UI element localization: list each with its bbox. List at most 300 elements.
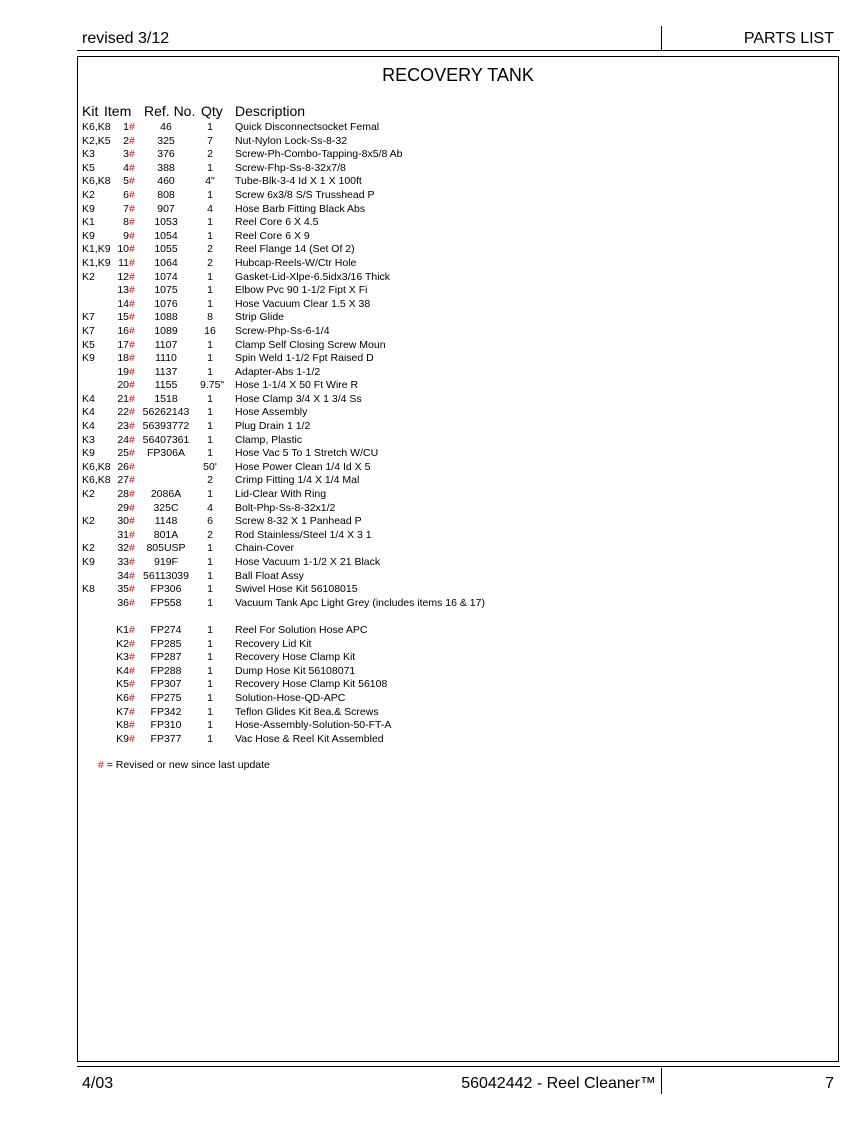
ref-cell: FP274 bbox=[150, 623, 182, 636]
desc-cell: Elbow Pvc 90 1-1/2 Fipt X Fi bbox=[235, 284, 368, 297]
desc-cell: Tube-Blk-3-4 Id X 1 X 100ft bbox=[235, 175, 362, 188]
desc-cell: Quick Disconnectsocket Femal bbox=[235, 121, 380, 133]
table-row bbox=[78, 339, 838, 353]
qty-cell: 1 bbox=[207, 365, 213, 378]
qty-cell: 1 bbox=[207, 664, 213, 677]
qty-cell: 1 bbox=[207, 161, 213, 174]
kit-cell: K5 bbox=[82, 161, 95, 174]
ref-cell: 1110 bbox=[155, 352, 177, 365]
desc-cell: Hose Vacuum Clear 1.5 X 38 bbox=[235, 297, 371, 310]
revised-mark: # bbox=[129, 134, 135, 147]
table-row bbox=[78, 135, 838, 149]
ref-cell: 56393772 bbox=[142, 420, 190, 433]
col-qty-header: Qty bbox=[201, 103, 223, 119]
revised-mark: # bbox=[129, 488, 135, 501]
ref-cell: 1518 bbox=[154, 392, 178, 405]
item-cell: 21 # bbox=[117, 392, 135, 405]
table-row bbox=[78, 434, 838, 448]
parts-list-frame bbox=[77, 56, 839, 1062]
desc-cell: Strip Glide bbox=[235, 311, 285, 324]
item-cell: K2 # bbox=[116, 637, 135, 650]
item-cell: 29 # bbox=[117, 501, 135, 514]
ref-cell: 388 bbox=[157, 161, 175, 174]
desc-cell: Reel For Solution Hose APC bbox=[235, 623, 368, 636]
kit-cell: K9 bbox=[82, 556, 95, 568]
table-row bbox=[78, 474, 838, 488]
item-cell: 20 # bbox=[117, 379, 135, 392]
table-row bbox=[78, 352, 838, 366]
header-divider bbox=[661, 26, 662, 50]
qty-cell: 16 bbox=[204, 324, 216, 337]
item-cell: K1 # bbox=[116, 623, 135, 636]
item-cell: 12 # bbox=[117, 270, 135, 283]
revised-mark: # bbox=[129, 175, 135, 188]
table-row bbox=[78, 556, 838, 570]
revised-mark: # bbox=[129, 460, 135, 473]
kit-cell: K8 bbox=[82, 583, 95, 596]
table-row bbox=[78, 461, 838, 475]
revised-mark: # bbox=[129, 392, 135, 405]
desc-cell: Swivel Hose Kit 56108015 bbox=[235, 583, 358, 596]
desc-cell: Dump Hose Kit 56108071 bbox=[235, 664, 356, 677]
table-row bbox=[78, 257, 838, 271]
revised-mark: # bbox=[129, 691, 135, 704]
revised-mark: # bbox=[129, 284, 135, 297]
item-cell: 2 # bbox=[123, 134, 135, 147]
qty-cell: 1 bbox=[207, 732, 213, 745]
qty-cell: 4" bbox=[205, 175, 215, 188]
revised-mark: # bbox=[129, 365, 135, 378]
revised-mark: # bbox=[129, 501, 135, 514]
item-cell: 26 # bbox=[117, 460, 135, 473]
parts-table bbox=[78, 121, 838, 746]
item-cell: K5 # bbox=[116, 678, 135, 691]
ref-cell: 1088 bbox=[154, 311, 178, 324]
ref-cell: FP310 bbox=[150, 719, 182, 732]
ref-cell: FP306A bbox=[147, 447, 185, 460]
table-row bbox=[78, 203, 838, 217]
table-row bbox=[78, 121, 838, 135]
table-row bbox=[78, 189, 838, 203]
revised-mark: # bbox=[129, 433, 135, 446]
ref-cell: 460 bbox=[157, 175, 175, 188]
item-cell: 27 # bbox=[117, 474, 135, 487]
ref-cell: 1089 bbox=[154, 324, 178, 337]
revised-mark: # bbox=[129, 270, 135, 283]
item-cell: K6 # bbox=[116, 691, 135, 704]
ref-cell: 1074 bbox=[154, 270, 178, 283]
item-cell: 36 # bbox=[117, 596, 135, 609]
qty-cell: 2 bbox=[207, 243, 213, 256]
kit-cell: K9 bbox=[82, 229, 95, 242]
item-cell: 30 # bbox=[117, 515, 135, 528]
qty-cell: 1 bbox=[207, 284, 213, 297]
desc-cell: Lid-Clear With Ring bbox=[235, 488, 327, 501]
revised-mark: # bbox=[129, 188, 135, 201]
desc-cell: Hose-Assembly-Solution-50-FT-A bbox=[235, 719, 392, 732]
item-cell: 5 # bbox=[123, 175, 135, 188]
col-kit-header: Kit bbox=[82, 103, 99, 119]
qty-cell: 1 bbox=[207, 216, 213, 229]
item-cell: 17 # bbox=[117, 338, 135, 351]
table-row bbox=[78, 583, 838, 597]
ref-cell: FP377 bbox=[150, 732, 182, 745]
qty-cell: 50' bbox=[203, 460, 217, 473]
qty-cell: 1 bbox=[207, 556, 213, 568]
kit-cell: K2 bbox=[82, 188, 95, 201]
qty-cell: 1 bbox=[207, 596, 213, 609]
revised-mark: # bbox=[129, 406, 135, 419]
revised-mark: # bbox=[129, 216, 135, 229]
ref-cell: 919F bbox=[154, 556, 178, 568]
item-cell: K9 # bbox=[116, 732, 135, 745]
revised-mark: # bbox=[129, 556, 135, 568]
qty-cell: 1 bbox=[207, 406, 213, 419]
qty-cell: 1 bbox=[207, 121, 213, 133]
item-cell: 22 # bbox=[117, 406, 135, 419]
ref-cell: FP287 bbox=[150, 651, 182, 664]
desc-cell: Hose Clamp 3/4 X 1 3/4 Ss bbox=[235, 392, 362, 405]
desc-cell: Clamp, Plastic bbox=[235, 433, 303, 446]
kit-cell: K5 bbox=[82, 338, 95, 351]
ref-cell: FP307 bbox=[150, 678, 182, 691]
kit-cell: K2 bbox=[82, 542, 95, 555]
item-cell: K7 # bbox=[116, 705, 135, 718]
qty-cell: 1 bbox=[207, 297, 213, 310]
qty-cell: 1 bbox=[207, 352, 213, 365]
revised-mark: # bbox=[129, 623, 135, 636]
qty-cell: 9.75" bbox=[200, 379, 225, 392]
ref-cell: 1148 bbox=[154, 515, 178, 528]
item-cell: 33 # bbox=[117, 556, 135, 568]
kit-row bbox=[78, 651, 838, 665]
qty-cell: 1 bbox=[207, 338, 213, 351]
legend-symbol: # bbox=[98, 759, 104, 771]
revised-mark: # bbox=[129, 583, 135, 596]
desc-cell: Gasket-Lid-Xlpe-6.5idx3/16 Thick bbox=[235, 270, 391, 283]
kit-cell: K2 bbox=[82, 515, 95, 528]
table-row bbox=[78, 447, 838, 461]
page-title: RECOVERY TANK bbox=[382, 65, 534, 85]
desc-cell: Screw-Php-Ss-6-1/4 bbox=[235, 324, 330, 337]
qty-cell: 7 bbox=[207, 134, 213, 147]
ref-cell: FP306 bbox=[150, 583, 182, 596]
header-rule bbox=[77, 50, 840, 51]
qty-cell: 1 bbox=[207, 691, 213, 704]
item-cell: 14 # bbox=[117, 297, 135, 310]
table-row bbox=[78, 162, 838, 176]
qty-cell: 1 bbox=[207, 569, 213, 582]
col-ref-header: Ref. No. bbox=[144, 103, 196, 119]
table-row bbox=[78, 379, 838, 393]
revised-mark: # bbox=[129, 297, 135, 310]
item-cell: 19 # bbox=[117, 365, 135, 378]
ref-cell: 805USP bbox=[146, 542, 186, 555]
revised-mark: # bbox=[129, 161, 135, 174]
ref-cell: 1155 bbox=[154, 379, 178, 392]
desc-cell: Clamp Self Closing Screw Moun bbox=[235, 338, 386, 351]
table-row bbox=[78, 271, 838, 285]
kit-row bbox=[78, 638, 838, 652]
item-cell: 3 # bbox=[123, 148, 135, 161]
revised-mark: # bbox=[129, 569, 135, 582]
kit-cell: K3 bbox=[82, 433, 95, 446]
desc-cell: Hose Vacuum 1-1/2 X 21 Black bbox=[235, 556, 381, 568]
revised-mark: # bbox=[129, 732, 135, 745]
desc-cell: Spin Weld 1-1/2 Fpt Raised D bbox=[235, 352, 374, 365]
footer-rule bbox=[77, 1066, 840, 1067]
kit-row bbox=[78, 665, 838, 679]
desc-cell: Hose 1-1/4 X 50 Ft Wire R bbox=[235, 379, 359, 392]
page-number: 7 bbox=[825, 1075, 834, 1092]
legend bbox=[98, 759, 270, 771]
ref-cell: FP558 bbox=[150, 596, 182, 609]
revised-mark: # bbox=[129, 596, 135, 609]
qty-cell: 1 bbox=[207, 637, 213, 650]
item-cell: 24 # bbox=[117, 433, 135, 446]
table-row bbox=[78, 148, 838, 162]
table-row bbox=[78, 311, 838, 325]
item-cell: 7 # bbox=[123, 202, 135, 215]
desc-cell: Hose Power Clean 1/4 Id X 5 bbox=[235, 460, 371, 473]
revised-mark: # bbox=[129, 379, 135, 392]
kit-row bbox=[78, 678, 838, 692]
ref-cell: 2086A bbox=[150, 488, 182, 501]
revised-mark: # bbox=[129, 651, 135, 664]
qty-cell: 4 bbox=[207, 501, 213, 514]
qty-cell: 1 bbox=[207, 623, 213, 636]
ref-cell: 56262143 bbox=[142, 406, 190, 419]
table-row bbox=[78, 420, 838, 434]
ref-cell: FP288 bbox=[150, 664, 182, 677]
revised-mark: # bbox=[129, 243, 135, 256]
legend-text: = Revised or new since last update bbox=[103, 759, 270, 771]
qty-cell: 1 bbox=[207, 719, 213, 732]
table-row bbox=[78, 393, 838, 407]
revised-mark: # bbox=[129, 324, 135, 337]
kit-cell: K4 bbox=[82, 406, 95, 419]
revised-mark: # bbox=[129, 705, 135, 718]
revised-mark: # bbox=[129, 678, 135, 691]
desc-cell: Hose Barb Fitting Black Abs bbox=[235, 202, 366, 215]
section-gap bbox=[78, 610, 838, 624]
revised-mark: # bbox=[129, 637, 135, 650]
desc-cell: Hose Vac 5 To 1 Stretch W/CU bbox=[235, 447, 379, 460]
qty-cell: 1 bbox=[207, 488, 213, 501]
table-row bbox=[78, 230, 838, 244]
col-item-header: Item bbox=[104, 103, 132, 119]
item-cell: K3 # bbox=[116, 651, 135, 664]
item-cell: 32 # bbox=[117, 542, 135, 555]
item-cell: 35 # bbox=[117, 583, 135, 596]
ref-cell: FP285 bbox=[150, 637, 182, 650]
revised-mark: # bbox=[129, 420, 135, 433]
desc-cell: Vac Hose & Reel Kit Assembled bbox=[235, 732, 384, 745]
desc-cell: Solution-Hose-QD-APC bbox=[235, 691, 346, 704]
footer-divider bbox=[661, 1068, 662, 1094]
revised-mark: # bbox=[129, 542, 135, 555]
desc-cell: Screw-Ph-Combo-Tapping-8x5/8 Ab bbox=[235, 148, 403, 161]
ref-cell: 907 bbox=[157, 202, 175, 215]
ref-cell: 46 bbox=[160, 121, 172, 133]
table-row bbox=[78, 175, 838, 189]
desc-cell: Rod Stainless/Steel 1/4 X 3 1 bbox=[235, 528, 372, 541]
item-cell: 6 # bbox=[123, 188, 135, 201]
kit-row bbox=[78, 706, 838, 720]
item-cell: 28 # bbox=[117, 488, 135, 501]
qty-cell: 1 bbox=[207, 678, 213, 691]
desc-cell: Screw 6x3/8 S/S Trusshead P bbox=[235, 188, 375, 201]
kit-row bbox=[78, 719, 838, 733]
ref-cell: 808 bbox=[157, 188, 175, 201]
desc-cell: Recovery Hose Clamp Kit bbox=[235, 651, 356, 664]
kit-cell: K6,K8 bbox=[82, 460, 111, 473]
ref-cell: 56113039 bbox=[143, 569, 189, 582]
ref-cell: 1075 bbox=[154, 284, 178, 297]
desc-cell: Hubcap-Reels-W/Ctr Hole bbox=[235, 256, 357, 269]
qty-cell: 2 bbox=[207, 528, 213, 541]
qty-cell: 2 bbox=[207, 474, 213, 487]
item-cell: 25 # bbox=[117, 447, 135, 460]
ref-cell: FP342 bbox=[150, 705, 182, 718]
qty-cell: 1 bbox=[207, 705, 213, 718]
ref-cell: FP275 bbox=[150, 691, 182, 704]
kit-cell: K6,K8 bbox=[82, 474, 111, 487]
item-cell: 23 # bbox=[117, 420, 135, 433]
revised-mark: # bbox=[129, 202, 135, 215]
desc-cell: Reel Core 6 X 4.5 bbox=[235, 216, 319, 229]
qty-cell: 2 bbox=[207, 256, 213, 269]
qty-cell: 1 bbox=[207, 270, 213, 283]
table-row bbox=[78, 570, 838, 584]
revised-mark: # bbox=[129, 311, 135, 324]
kit-cell: K1,K9 bbox=[82, 256, 111, 269]
kit-cell: K7 bbox=[82, 311, 95, 324]
qty-cell: 6 bbox=[207, 515, 213, 528]
kit-cell: K2 bbox=[82, 488, 95, 501]
kit-row bbox=[78, 624, 838, 638]
kit-cell: K6,K8 bbox=[82, 121, 111, 133]
revised-mark: # bbox=[129, 338, 135, 351]
kit-cell: K3 bbox=[82, 148, 95, 161]
table-row bbox=[78, 597, 838, 611]
ref-cell: 1064 bbox=[154, 256, 178, 269]
desc-cell: Crimp Fitting 1/4 X 1/4 Mal bbox=[235, 474, 360, 487]
kit-cell: K6,K8 bbox=[82, 175, 111, 188]
kit-cell: K9 bbox=[82, 447, 95, 460]
section-label: PARTS LIST bbox=[743, 30, 834, 47]
table-row bbox=[78, 502, 838, 516]
ref-cell: 376 bbox=[157, 148, 175, 161]
qty-cell: 2 bbox=[207, 148, 213, 161]
qty-cell: 4 bbox=[207, 202, 213, 215]
table-row bbox=[78, 243, 838, 257]
col-desc-header: Description bbox=[235, 103, 306, 119]
desc-cell: Adapter-Abs 1-1/2 bbox=[235, 365, 321, 378]
item-cell: 13 # bbox=[117, 284, 135, 297]
table-row bbox=[78, 542, 838, 556]
ref-cell: 56407361 bbox=[142, 433, 190, 446]
desc-cell: Chain-Cover bbox=[235, 542, 294, 555]
desc-cell: Bolt-Php-Ss-8-32x1/2 bbox=[235, 501, 336, 514]
item-cell: 1 # bbox=[123, 121, 135, 133]
item-cell: 31 # bbox=[117, 528, 135, 541]
item-cell: 18 # bbox=[117, 352, 135, 365]
kit-cell: K2 bbox=[82, 270, 95, 283]
ref-cell: 325 bbox=[157, 134, 175, 147]
desc-cell: Teflon Glides Kit 8ea.& Screws bbox=[235, 705, 379, 718]
kit-row bbox=[78, 733, 838, 747]
revised-mark: # bbox=[129, 229, 135, 242]
ref-cell: 1054 bbox=[154, 229, 178, 242]
qty-cell: 1 bbox=[207, 651, 213, 664]
qty-cell: 1 bbox=[207, 392, 213, 405]
revised-mark: # bbox=[129, 719, 135, 732]
qty-cell: 1 bbox=[207, 583, 213, 596]
item-cell: 16 # bbox=[117, 324, 135, 337]
desc-cell: Plug Drain 1 1/2 bbox=[235, 420, 311, 433]
qty-cell: 1 bbox=[207, 447, 213, 460]
table-row bbox=[78, 325, 838, 339]
table-row bbox=[78, 298, 838, 312]
table-row bbox=[78, 406, 838, 420]
ref-cell: 1137 bbox=[154, 365, 178, 378]
desc-cell: Recovery Hose Clamp Kit 56108 bbox=[235, 678, 388, 691]
desc-cell: Reel Core 6 X 9 bbox=[235, 229, 310, 242]
revision-label: revised 3/12 bbox=[82, 30, 170, 47]
qty-cell: 1 bbox=[207, 433, 213, 446]
table-row bbox=[78, 216, 838, 230]
kit-cell: K9 bbox=[82, 202, 95, 215]
qty-cell: 1 bbox=[207, 229, 213, 242]
revised-mark: # bbox=[129, 256, 135, 269]
item-cell: 34 # bbox=[117, 569, 135, 582]
item-cell: 4 # bbox=[123, 161, 135, 174]
table-row bbox=[78, 284, 838, 298]
revised-mark: # bbox=[129, 528, 135, 541]
kit-cell: K4 bbox=[82, 392, 95, 405]
revised-mark: # bbox=[129, 664, 135, 677]
item-cell: K8 # bbox=[116, 719, 135, 732]
desc-cell: Nut-Nylon Lock-Ss-8-32 bbox=[235, 134, 348, 147]
footer-document: 56042442 - Reel Cleaner™ bbox=[461, 1075, 656, 1092]
revised-mark: # bbox=[129, 121, 135, 133]
kit-cell: K7 bbox=[82, 324, 95, 337]
revised-mark: # bbox=[129, 474, 135, 487]
desc-cell: Reel Flange 14 (Set Of 2) bbox=[235, 243, 355, 256]
qty-cell: 1 bbox=[207, 188, 213, 201]
kit-cell: K9 bbox=[82, 352, 95, 365]
desc-cell: Recovery Lid Kit bbox=[235, 637, 312, 650]
footer-date: 4/03 bbox=[82, 1075, 114, 1092]
qty-cell: 1 bbox=[207, 542, 213, 555]
table-row bbox=[78, 488, 838, 502]
ref-cell: 1107 bbox=[154, 338, 178, 351]
kit-cell: K1,K9 bbox=[82, 243, 111, 256]
ref-cell: 325C bbox=[153, 501, 179, 514]
desc-cell: Hose Assembly bbox=[235, 406, 308, 419]
kit-cell: K4 bbox=[82, 420, 95, 433]
item-cell: 9 # bbox=[123, 229, 135, 242]
table-row bbox=[78, 515, 838, 529]
item-cell: K4 # bbox=[116, 664, 135, 677]
revised-mark: # bbox=[129, 148, 135, 161]
ref-cell: 801A bbox=[153, 528, 179, 541]
desc-cell: Ball Float Assy bbox=[235, 569, 304, 582]
desc-cell: Screw-Fhp-Ss-8-32x7/8 bbox=[235, 161, 346, 174]
ref-cell: 1055 bbox=[154, 243, 178, 256]
revised-mark: # bbox=[129, 515, 135, 528]
